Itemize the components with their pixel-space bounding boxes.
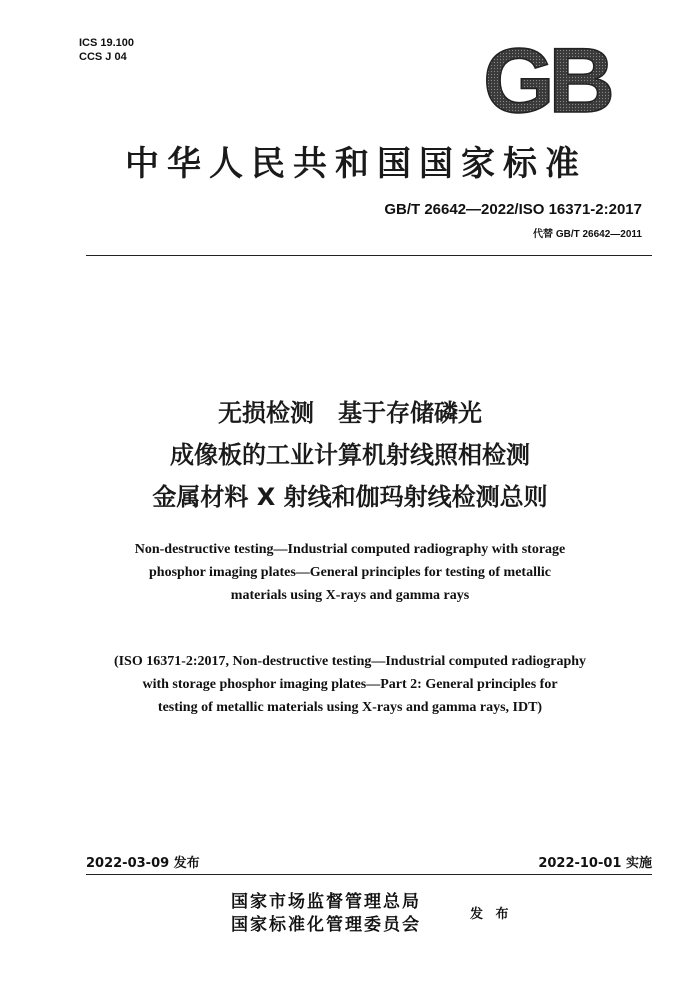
ics-code: ICS 19.100: [79, 37, 135, 49]
publishers: [231, 891, 421, 937]
iso-reference-line: with storage phosphor imaging plates—Part 2: General principles for: [142, 677, 558, 692]
classification-codes: [79, 36, 134, 64]
iso-reference: [0, 650, 700, 719]
publisher-name: 国家标准化管理委员会: [231, 915, 421, 935]
english-title: [0, 538, 700, 607]
issue-date: 2022-03-09 发布: [86, 856, 200, 871]
standard-number: GB/T 26642—2022/ISO 16371-2:2017: [384, 201, 642, 218]
implementation-date: 2022-10-01 实施: [538, 856, 652, 871]
national-standard-title: 中华人民共和国国家标准: [125, 144, 587, 184]
top-divider: [86, 255, 652, 256]
english-title-line: Non-destructive testing—Industrial computed radiography with storage: [134, 542, 566, 557]
gb-logo: [478, 40, 614, 120]
publish-label: 发 布: [470, 907, 513, 922]
chinese-title-line: 金属材料 X 射线和伽玛射线检测总则: [152, 483, 548, 511]
publisher-name: 国家市场监督管理总局: [231, 892, 421, 912]
english-title-line: materials using X-rays and gamma rays: [230, 588, 470, 603]
chinese-title-line: 成像板的工业计算机射线照相检测: [170, 441, 530, 469]
ccs-code: CCS J 04: [79, 51, 127, 63]
iso-reference-line: (ISO 16371-2:2017, Non-destructive testing—Industrial computed radiography: [113, 654, 587, 669]
iso-reference-line: testing of metallic materials using X-rays and gamma rays, IDT): [157, 700, 543, 715]
chinese-title: [0, 392, 700, 518]
chinese-title-line: 无损检测 基于存储磷光: [218, 399, 482, 427]
gb-logo-text: GB: [483, 40, 609, 120]
replaces-standard: 代替 GB/T 26642—2011: [533, 229, 642, 240]
english-title-line: phosphor imaging plates—General principles for testing of metallic: [149, 565, 551, 580]
bottom-divider: [86, 874, 652, 875]
